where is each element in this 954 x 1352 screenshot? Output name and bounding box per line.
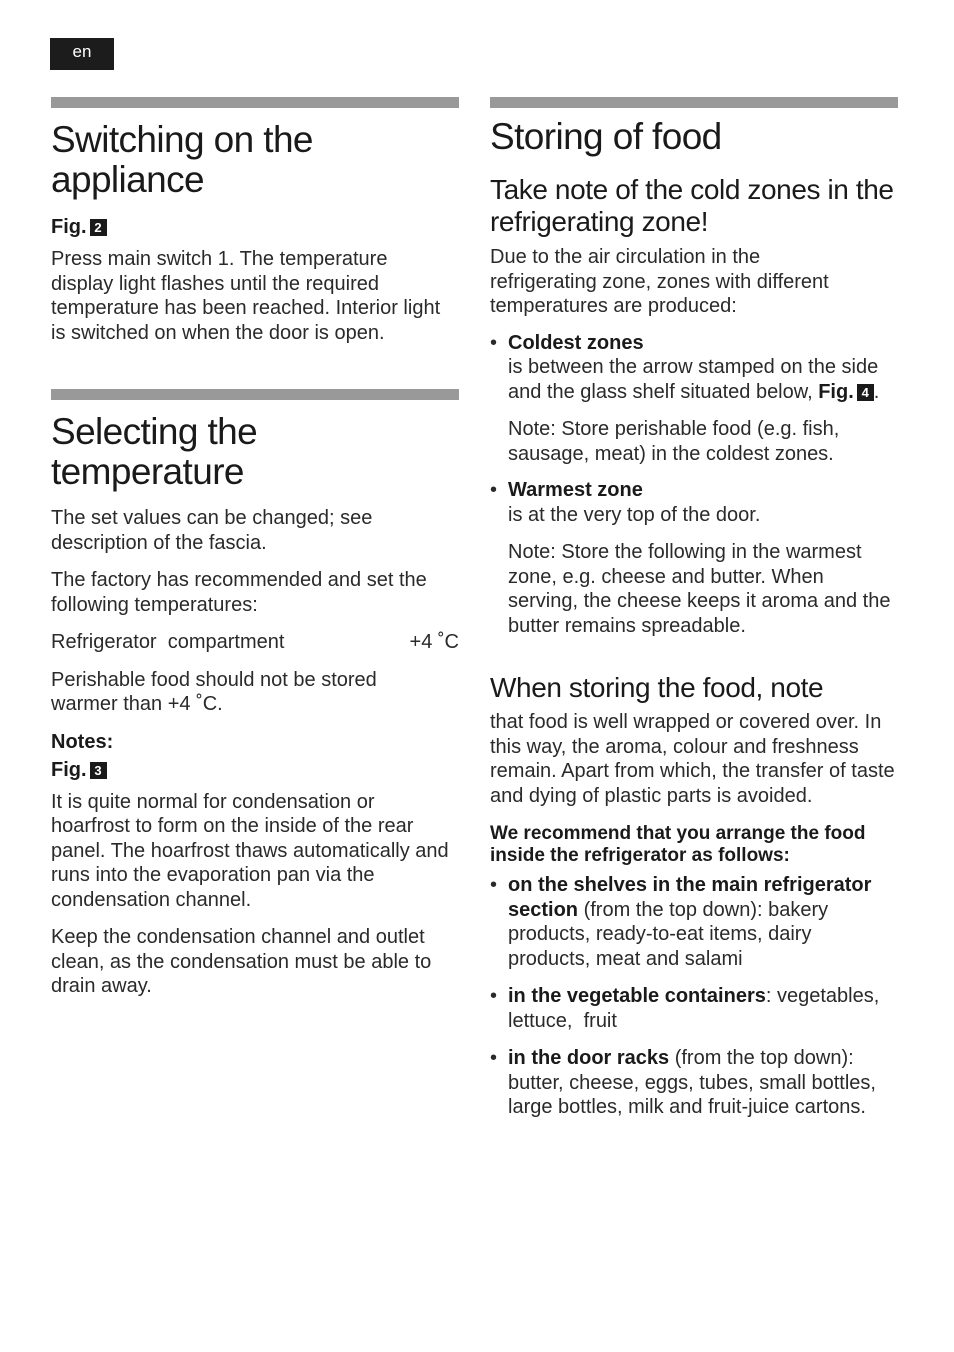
when-storing-heading: When storing the food, note: [490, 672, 824, 703]
cold-zones-subheading: Take note of the cold zones in the refrigerating zone!: [490, 174, 894, 237]
storing-food-heading: Storing of food: [490, 116, 722, 157]
section-divider: [490, 97, 898, 108]
cold-zones-intro: Due to the air circulation in the refrigerating zone, zones with different temperatures are produced:: [490, 246, 829, 317]
warmest-zone-text: is at the very top of the door.: [508, 503, 761, 526]
list-item: [490, 1046, 898, 1120]
bullet-marker: •: [490, 1047, 498, 1069]
figure-reference: Fig. 2: [51, 215, 459, 239]
shelves-item-text: on the shelves in the main refrigerator section (from the top down): bakery products, ready-to-eat items, dairy products, meat and salami: [508, 874, 872, 970]
figure-number-badge: 4: [857, 384, 874, 401]
compartment-temperature: +4 ˚C: [409, 631, 459, 653]
figure-number-badge: 2: [90, 219, 107, 236]
selecting-paragraph-3: Perishable food should not be stored warmer than +4 ˚C.: [51, 668, 377, 715]
figure-reference: Fig. 3: [51, 758, 459, 782]
selecting-paragraph-2: The factory has recommended and set the following temperatures:: [51, 569, 427, 616]
right-column: [490, 97, 898, 1120]
bullet-marker: •: [490, 331, 498, 354]
bullet-marker: •: [490, 874, 498, 896]
compartment-label: Refrigerator compartment: [51, 631, 285, 653]
switching-on-text: Press main switch 1. The temperature display light flashes until the required temperature has been reached. Interior light is switched on when the door is open.: [51, 248, 441, 344]
section-divider: [51, 97, 459, 108]
warmest-zone-title: Warmest zone: [508, 479, 643, 501]
list-item: [490, 331, 898, 467]
selecting-paragraph-1: The set values can be changed; see description of the fascia.: [51, 507, 373, 554]
list-item: [490, 873, 898, 971]
recommendation-heading: We recommend that you arrange the food inside the refrigerator as follows:: [490, 823, 866, 866]
when-storing-text: that food is well wrapped or covered over. In this way, the aroma, colour and freshness remain. Apart from which, the transfer of taste and dying of plastic parts is avoided.: [490, 711, 895, 807]
figure-number-badge: 3: [90, 762, 107, 779]
temperature-setting-row: [51, 630, 459, 655]
door-racks-item-text: in the door racks (from the top down): butter, cheese, eggs, tubes, small bottles, large bottles, milk and fruit-juice cartons.: [508, 1047, 876, 1118]
left-column: [51, 97, 459, 999]
coldest-zones-note: Note: Store perishable food (e.g. fish, sausage, meat) in the coldest zones.: [508, 418, 840, 465]
condensation-channel-note: Keep the condensation channel and outlet clean, as the condensation must be able to drain away.: [51, 926, 432, 997]
bullet-marker: •: [490, 479, 498, 501]
coldest-zones-text: is between the arrow stamped on the side and the glass shelf situated below, Fig. 4 .: [508, 356, 880, 403]
language-tab: en: [50, 38, 114, 70]
vegetable-item-text: in the vegetable containers: vegetables, lettuce, fruit: [508, 985, 891, 1032]
list-item: [490, 478, 898, 638]
coldest-zones-title: Coldest zones: [508, 331, 644, 354]
notes-label: Notes:: [51, 730, 114, 753]
figure-reference: Fig. 4: [818, 381, 874, 403]
list-item: [490, 984, 898, 1033]
switching-on-heading: Switching on the appliance: [51, 119, 313, 200]
section-divider: [51, 389, 459, 400]
selecting-temperature-heading: Selecting the temperature: [51, 411, 258, 492]
warmest-zone-note: Note: Store the following in the warmest zone, e.g. cheese and butter. When serving, the cheese keeps it aroma and the butter remains spreadable.: [508, 541, 891, 637]
condensation-note: It is quite normal for condensation or hoarfrost to form on the inside of the rear panel. The hoarfrost thaws automatically and runs into the evaporation pan via the condensation channel.: [51, 790, 449, 911]
bullet-marker: •: [490, 985, 498, 1007]
